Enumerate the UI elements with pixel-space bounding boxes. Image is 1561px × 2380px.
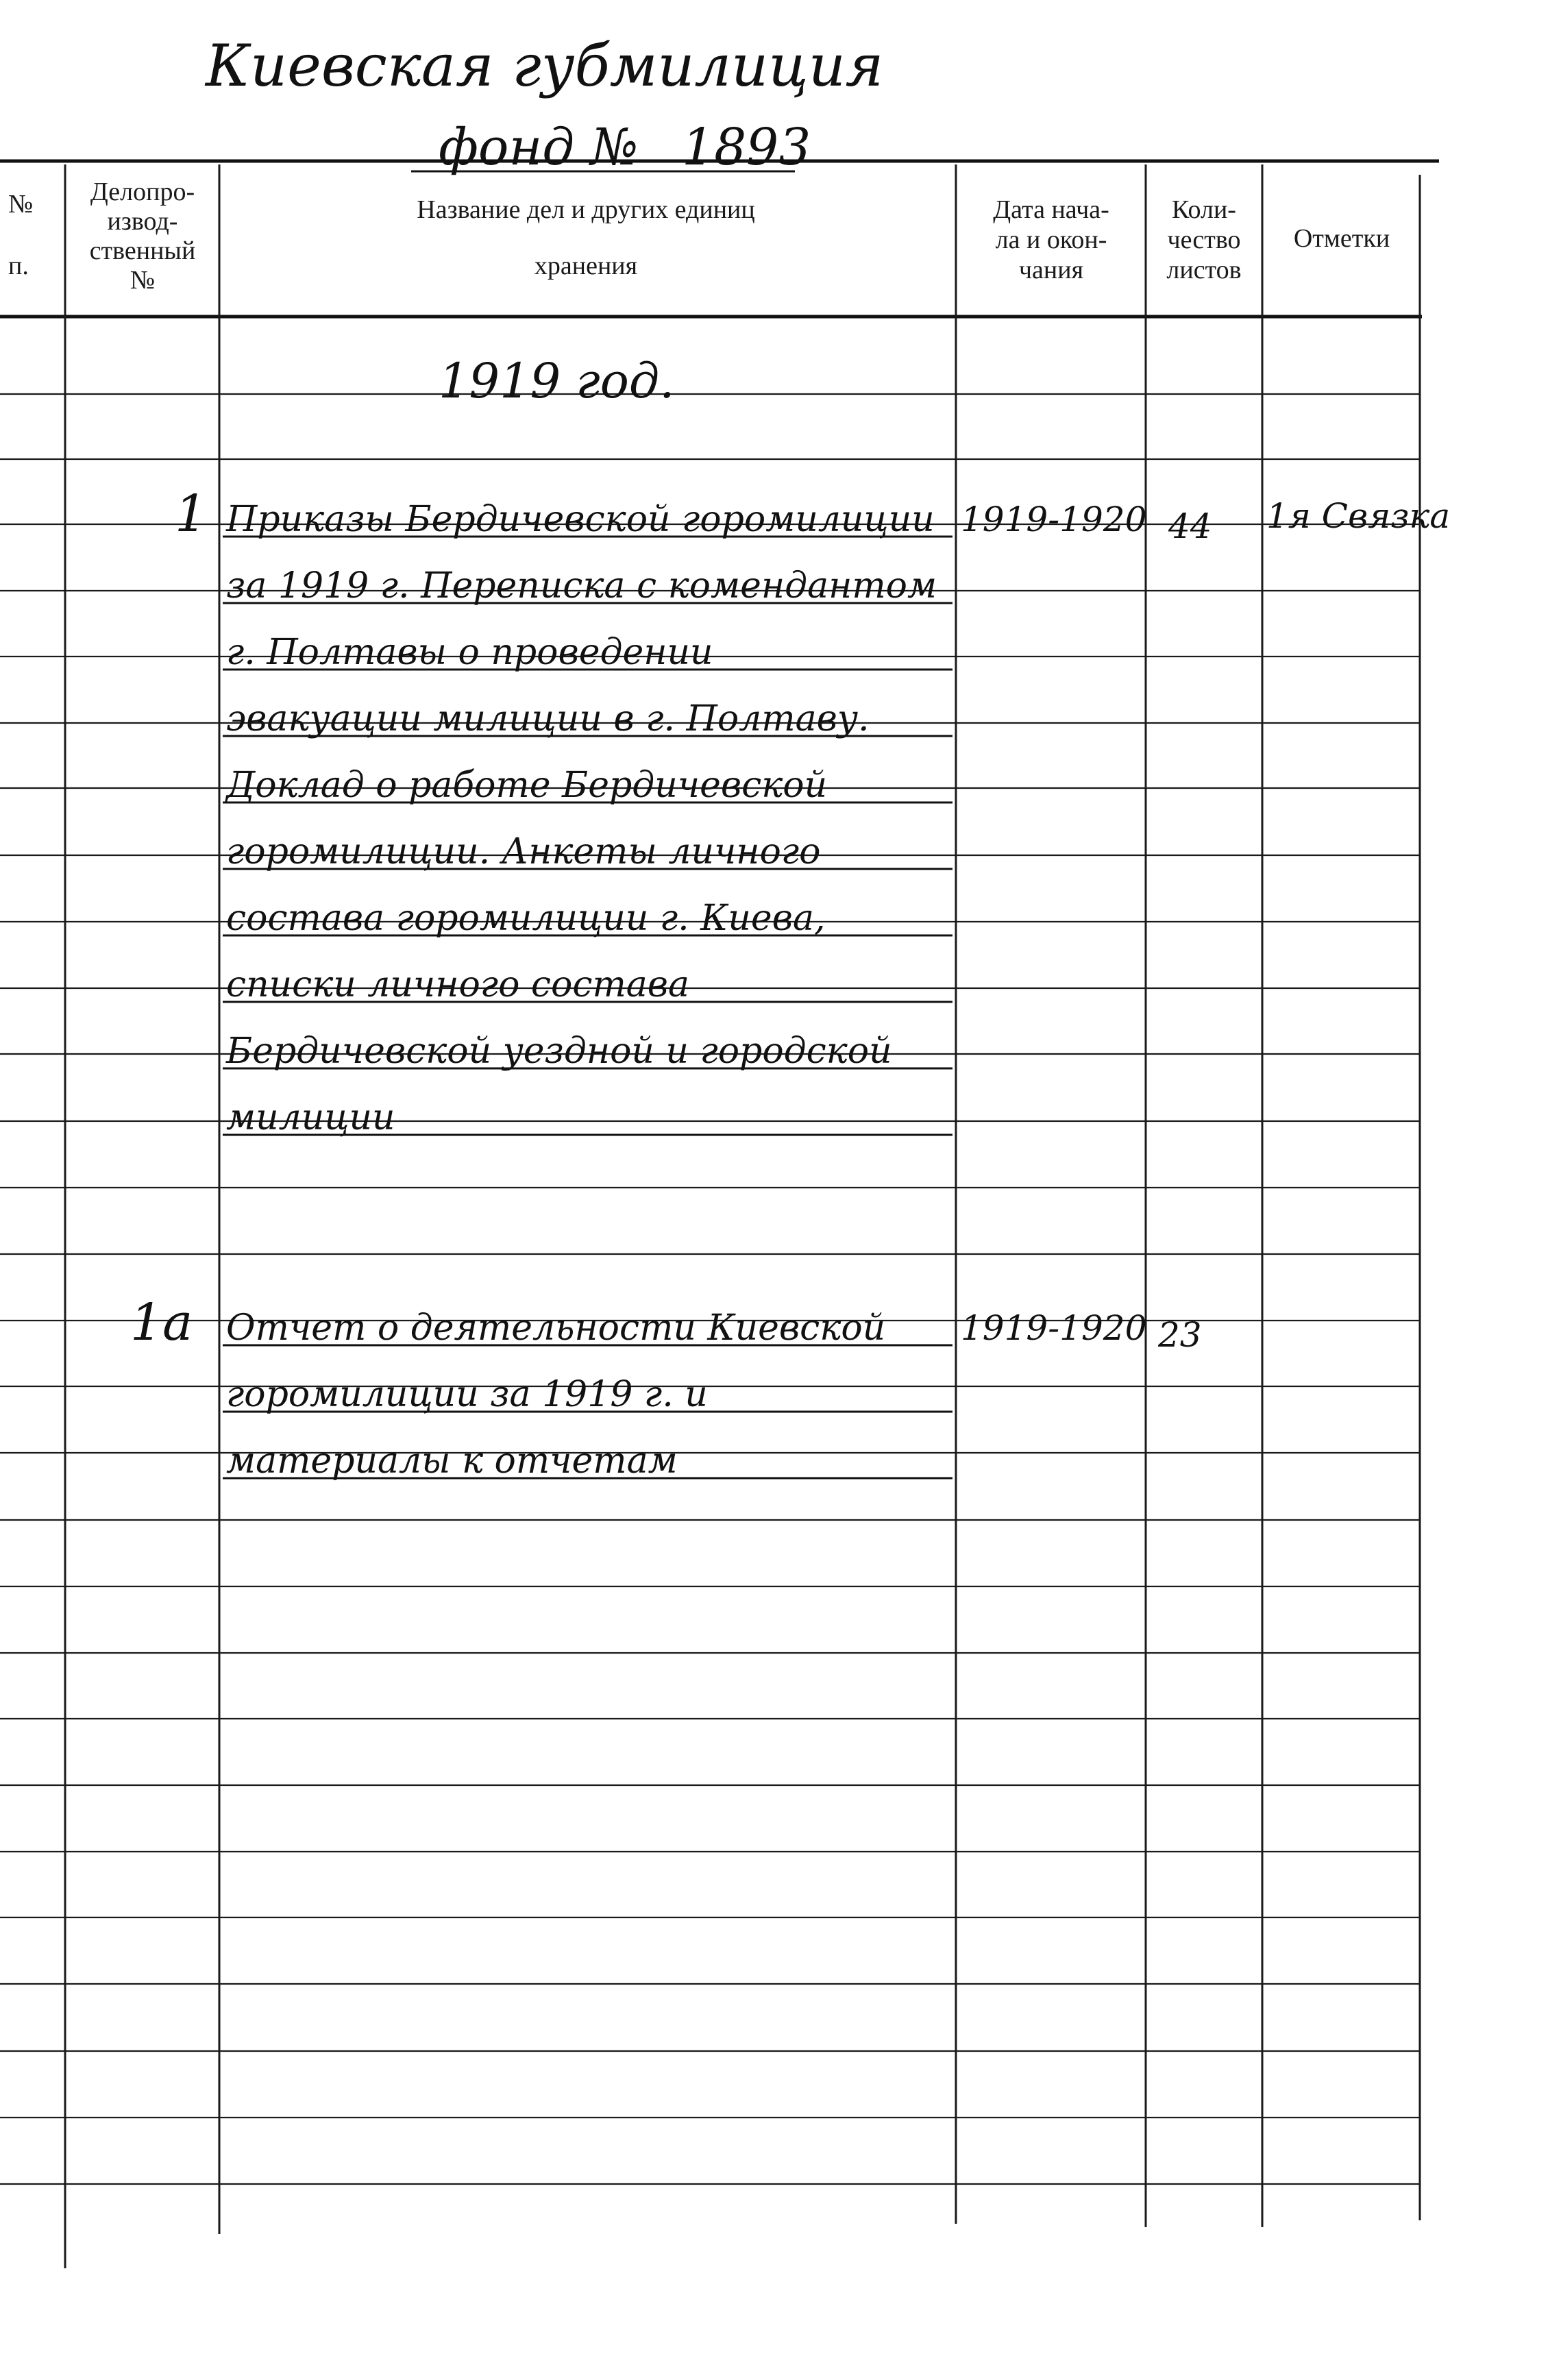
header-sheet-count [1166,195,1241,284]
header-dates [993,195,1109,284]
description-line: списки личного состава [226,964,690,1005]
svg-text:Коли-: Коли- [1172,195,1236,224]
description-line: Отчет о деятельности Киевской [226,1308,886,1349]
record-description [223,1308,952,1482]
header-num [8,190,33,280]
svg-text:п.: п. [8,252,29,280]
record-number: 1 [175,484,208,543]
svg-text:№: № [8,190,34,219]
record-dates: 1919-1920 [961,1308,1147,1348]
description-line: эвакуации милиции в г. Полтаву. [226,698,870,739]
header-office-number [90,177,196,295]
svg-text:Отметки: Отметки [1293,224,1390,253]
svg-text:хранения: хранения [534,252,638,280]
fond-label: фонд № [439,118,639,177]
svg-text:Дата нача-: Дата нача- [993,195,1109,224]
description-line: Доклад о работе Бердичевской [226,765,828,806]
record-notes: 1я Связка [1266,496,1451,536]
svg-text:Делопро-: Делопро- [90,177,195,206]
description-line: милиции [226,1097,395,1138]
record-sheet-count: 44 [1168,506,1212,546]
svg-text:ла и окон-: ла и окон- [995,225,1107,254]
header-title [417,195,754,280]
archive-name: Киевская губмилиция [206,32,884,99]
description-line: г. Полтавы о проведении [226,632,713,673]
record-dates: 1919-1920 [961,500,1147,539]
description-line: Бердичевской уездной и городской [226,1031,892,1072]
description-line: материалы к отчетам [226,1440,678,1482]
svg-text:Название дел и других единиц: Название дел и других единиц [417,195,755,224]
record-description [223,499,952,1138]
svg-text:№: № [130,266,156,295]
year-heading: 1919 год. [439,353,675,409]
svg-text:листов: листов [1166,256,1242,284]
svg-text:чания: чания [1018,256,1084,284]
description-line: Приказы Бердичевской горомилиции [226,499,935,540]
record-sheet-count: 23 [1158,1315,1202,1355]
svg-text:извод-: извод- [107,207,178,236]
svg-text:чество: чество [1167,225,1241,254]
header-notes [1294,224,1390,253]
svg-text:ственный: ственный [89,236,196,265]
column-headers [8,177,1390,295]
record-number: 1а [130,1293,193,1352]
fond-number: 1893 [682,118,811,177]
description-line: за 1919 г. Переписка с комендантом [226,565,937,606]
table-grid [0,161,1439,2268]
description-line: горомилиции. Анкеты личного [226,831,821,872]
archive-heading [204,32,883,177]
record-1 [175,484,1450,1138]
description-line: горомилиции за 1919 г. и [226,1374,708,1415]
description-line: состава горомилиции г. Киева, [226,898,826,939]
